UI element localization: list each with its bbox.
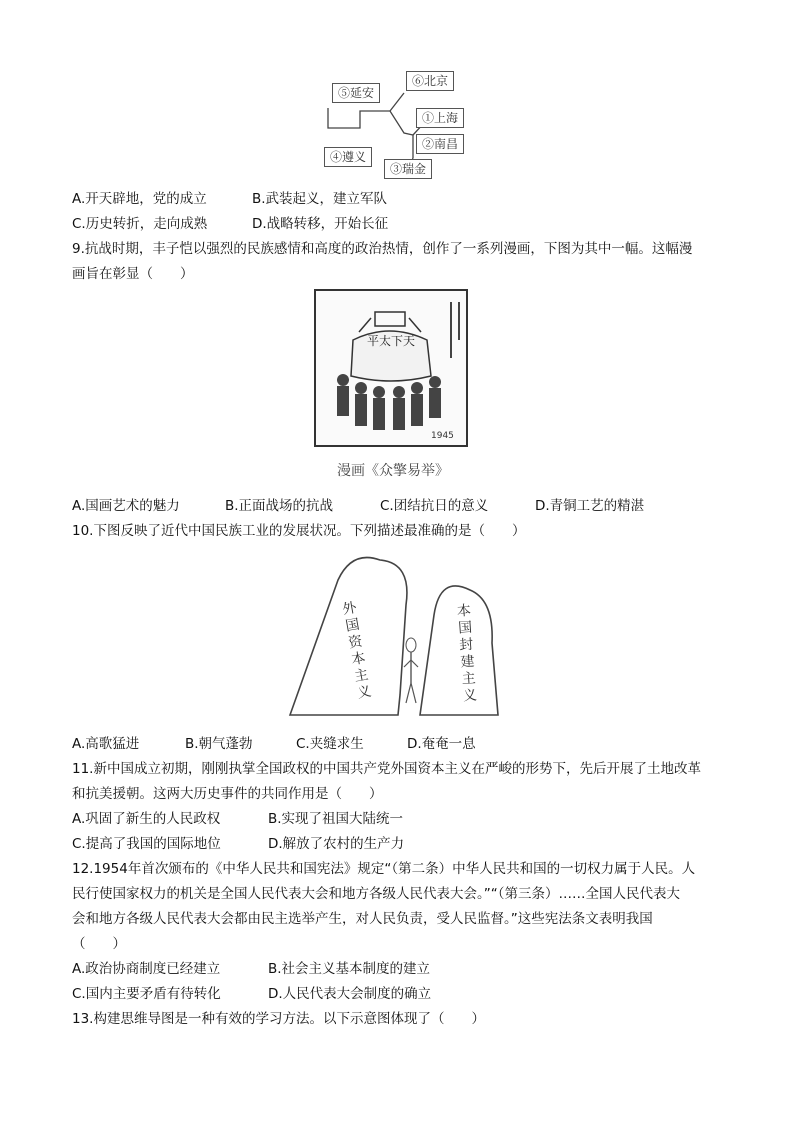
q9-option-a: A.国画艺术的魅力: [72, 498, 180, 514]
rock-right-label: 本国封建主义: [456, 602, 478, 705]
q8-option-b: B.武装起义，建立军队: [252, 191, 388, 207]
q12-option-a: A.政治协商制度已经建立: [72, 961, 221, 977]
q8-option-c: C.历史转折，走向成熟: [72, 216, 208, 232]
q8-option-d: D.战略转移，开始长征: [252, 216, 389, 232]
route-map-figure: [318, 63, 478, 183]
q12-stem-line1: 12.1954年首次颁布的《中华人民共和国宪法》规定“（第二条）中华人民共和国的一切权力属于人民。人: [72, 861, 696, 877]
q8-option-a: A.开天辟地，党的成立: [72, 191, 207, 207]
route-label-yanan: ⑤延安: [332, 83, 380, 103]
q11-option-b: B.实现了祖国大陆统一: [268, 811, 404, 827]
rocks-drawing: [280, 545, 520, 730]
q12-stem-line3: 会和地方各级人民代表大会都由民主选举产生，对人民负责，受人民监督。”这些宪法条文表明我国: [72, 911, 653, 927]
cartoon-banner: 平太下天: [366, 334, 415, 348]
route-label-ruijin: ③瑞金: [384, 159, 432, 179]
cartoon-caption: 漫画《众擎易举》: [337, 463, 449, 479]
two-rocks-figure: [280, 545, 520, 730]
q9-stem-line1: 9.抗战时期，丰子恺以强烈的民族感情和高度的政治热情，创作了一系列漫画，下图为其中一幅。这幅漫: [72, 241, 693, 257]
cartoon-drawing: [313, 288, 473, 483]
q10-option-c: C.夹缝求生: [296, 736, 364, 752]
q10-option-d: D.奄奄一息: [407, 736, 476, 752]
q12-stem-line4: （ ）: [72, 936, 126, 952]
q11-option-c: C.提高了我国的国际地位: [72, 836, 221, 852]
route-label-beijing: ⑥北京: [406, 71, 454, 91]
q10-option-b: B.朝气蓬勃: [185, 736, 253, 752]
cartoon-year: 1945: [431, 431, 454, 441]
q13-stem: 13.构建思维导图是一种有效的学习方法。以下示意图体现了（ ）: [72, 1011, 485, 1027]
q10-option-a: A.高歌猛进: [72, 736, 140, 752]
q11-option-d: D.解放了农村的生产力: [268, 836, 405, 852]
q10-stem: 10.下图反映了近代中国民族工业的发展状况。下列描述最准确的是（ ）: [72, 523, 526, 539]
q12-option-c: C.国内主要矛盾有待转化: [72, 986, 221, 1002]
q9-option-d: D.青铜工艺的精湛: [535, 498, 645, 514]
q11-stem-line2: 和抗美援朝。这两大历史事件的共同作用是（ ）: [72, 786, 383, 802]
q9-option-c: C.团结抗日的意义: [380, 498, 489, 514]
q9-option-b: B.正面战场的抗战: [225, 498, 334, 514]
q12-option-b: B.社会主义基本制度的建立: [268, 961, 431, 977]
route-label-nanchang: ②南昌: [416, 134, 464, 154]
route-label-shanghai: ①上海: [416, 108, 464, 128]
q11-option-a: A.巩固了新生的人民政权: [72, 811, 221, 827]
q11-stem-line1: 11.新中国成立初期，刚刚执掌全国政权的中国共产党外国资本主义在严峻的形势下，先后开展了土地改革: [72, 761, 701, 777]
q12-option-d: D.人民代表大会制度的确立: [268, 986, 432, 1002]
route-label-zunyi: ④遵义: [324, 147, 372, 167]
rock-left-label: 外国资本主义: [341, 599, 373, 702]
q9-stem-line2: 画旨在彰显（ ）: [72, 266, 194, 282]
q12-stem-line2: 民行使国家权力的机关是全国人民代表大会和地方各级人民代表大会。”“（第三条）……全国人民代表大: [72, 886, 680, 902]
cartoon-figure: [313, 288, 473, 483]
